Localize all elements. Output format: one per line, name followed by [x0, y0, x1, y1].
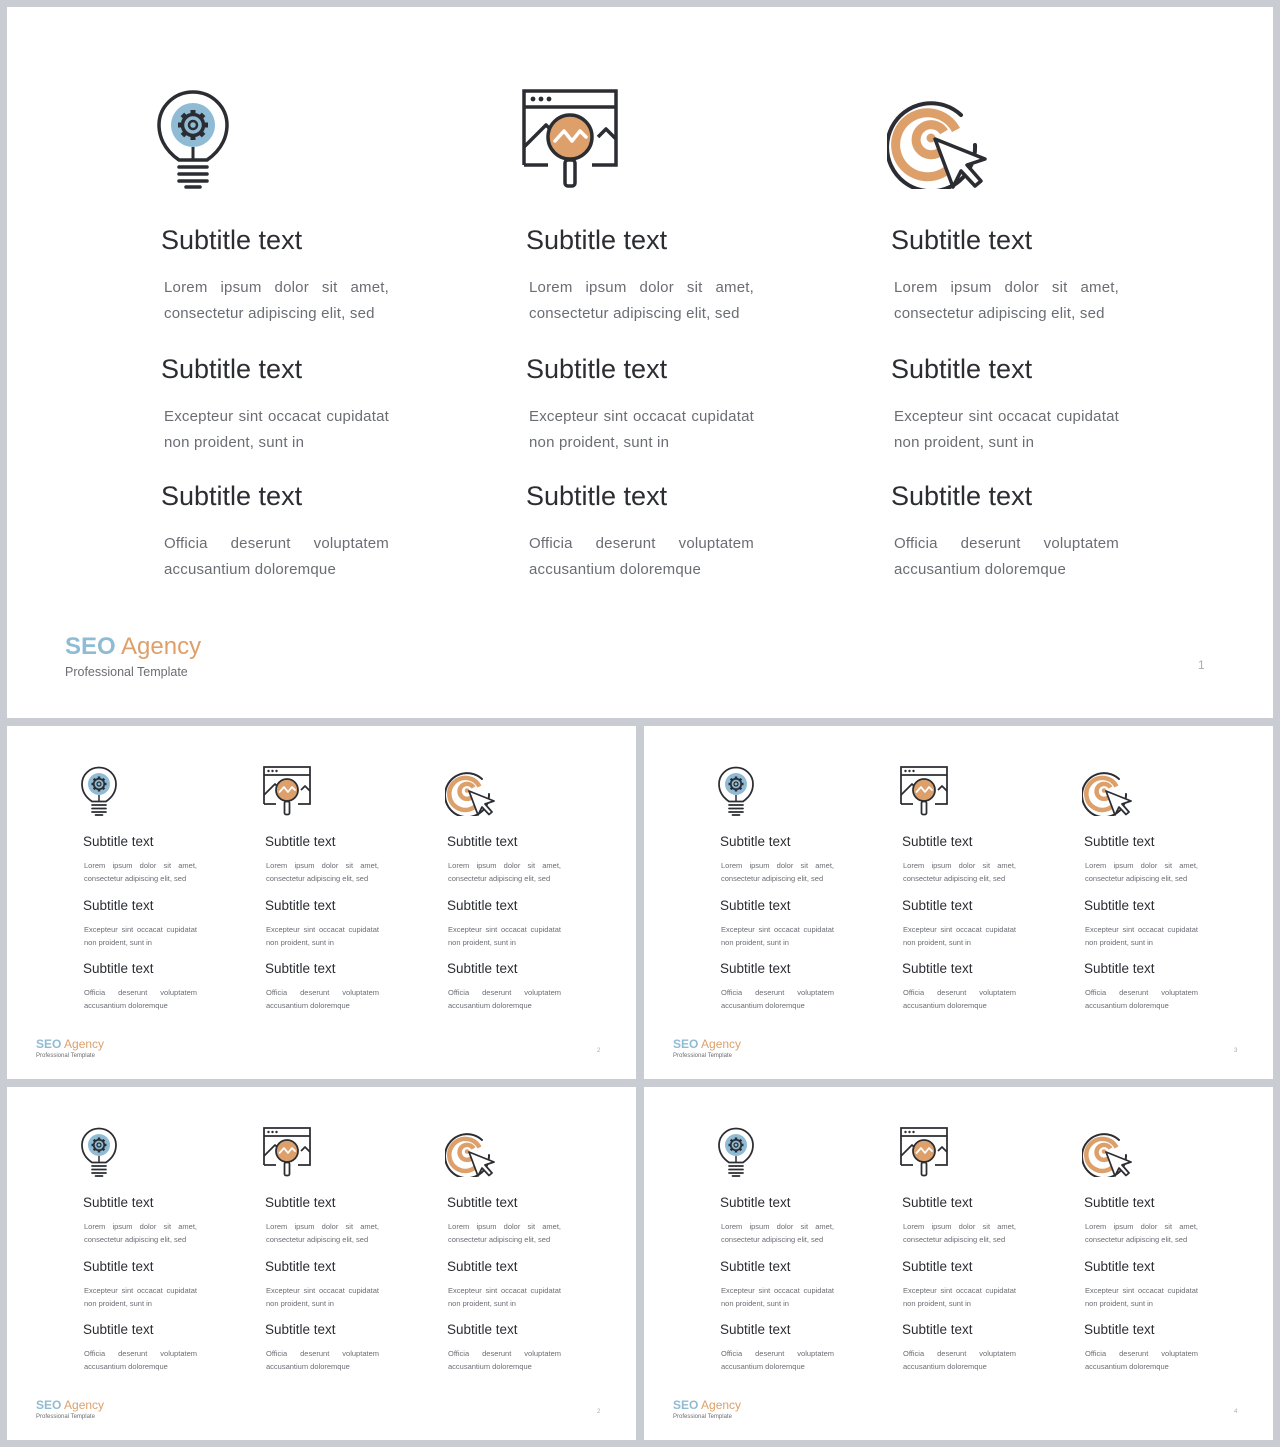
page-number: 1 [1198, 658, 1205, 672]
subtitle: Subtitle text [902, 834, 973, 849]
subtitle: Subtitle text [83, 834, 154, 849]
brand-tagline: Professional Template [65, 665, 188, 679]
subtitle: Subtitle text [1084, 898, 1155, 913]
description: Lorem ipsum dolor sit amet, consectetur adipiscing elit, sed [164, 279, 389, 322]
subtitle: Subtitle text [83, 1259, 154, 1274]
target-cursor-icon [1082, 1127, 1132, 1177]
description: Officia deserunt voluptatem accusantium doloremque [721, 1349, 834, 1371]
description: Officia deserunt voluptatem accusantium doloremque [903, 988, 1016, 1010]
description: Lorem ipsum dolor sit amet, consectetur adipiscing elit, sed [1085, 861, 1198, 883]
brand-seo: SEO [673, 1037, 699, 1051]
slide-main[interactable] [7, 7, 1273, 718]
description: Officia deserunt voluptatem accusantium doloremque [448, 988, 561, 1010]
description: Excepteur sint occacat cupidatat non proident, sunt in [84, 925, 197, 947]
subtitle: Subtitle text [447, 1322, 518, 1337]
description: Excepteur sint occacat cupidatat non proident, sunt in [266, 1286, 379, 1308]
brand-seo: SEO [65, 633, 116, 660]
brand-agency: Agency [61, 1037, 105, 1051]
subtitle: Subtitle text [83, 961, 154, 976]
subtitle: Subtitle text [83, 1322, 154, 1337]
page-number: 3 [1234, 1048, 1238, 1054]
description: Excepteur sint occacat cupidatat non proident, sunt in [721, 925, 834, 947]
subtitle: Subtitle text [526, 225, 668, 255]
description: Excepteur sint occacat cupidatat non proident, sunt in [721, 1286, 834, 1308]
description: Lorem ipsum dolor sit amet, consectetur adipiscing elit, sed [266, 1222, 379, 1244]
description: Excepteur sint occacat cupidatat non proident, sunt in [1085, 1286, 1198, 1308]
target-cursor-icon [445, 1127, 495, 1177]
subtitle: Subtitle text [265, 961, 336, 976]
subtitle: Subtitle text [1084, 1322, 1155, 1337]
description: Officia deserunt voluptatem accusantium doloremque [164, 535, 389, 578]
description: Officia deserunt voluptatem accusantium doloremque [721, 988, 834, 1010]
description: Excepteur sint occacat cupidatat non proident, sunt in [529, 408, 754, 451]
brand-logo [673, 1398, 741, 1412]
description: Officia deserunt voluptatem accusantium doloremque [84, 1349, 197, 1371]
description: Officia deserunt voluptatem accusantium doloremque [266, 988, 379, 1010]
brand-agency: Agency [698, 1398, 742, 1412]
brand-logo [65, 633, 201, 661]
brand-logo [36, 1398, 104, 1412]
subtitle: Subtitle text [161, 481, 303, 511]
brand-agency: Agency [698, 1037, 742, 1051]
subtitle: Subtitle text [902, 1259, 973, 1274]
subtitle: Subtitle text [902, 961, 973, 976]
description: Excepteur sint occacat cupidatat non proident, sunt in [164, 408, 389, 451]
lightbulb-gear-icon [718, 1127, 754, 1177]
slide-thumbnail[interactable] [644, 726, 1273, 1079]
subtitle: Subtitle text [447, 898, 518, 913]
brand-seo: SEO [36, 1398, 62, 1412]
subtitle: Subtitle text [720, 898, 791, 913]
description: Officia deserunt voluptatem accusantium doloremque [1085, 1349, 1198, 1371]
browser-magnifier-chart-icon [900, 1127, 948, 1177]
description: Excepteur sint occacat cupidatat non proident, sunt in [903, 1286, 1016, 1308]
browser-magnifier-chart-icon [263, 1127, 311, 1177]
description: Lorem ipsum dolor sit amet, consectetur adipiscing elit, sed [721, 861, 834, 883]
target-cursor-icon [887, 89, 987, 189]
brand-seo: SEO [673, 1398, 699, 1412]
slide-thumbnail[interactable] [644, 1087, 1273, 1440]
subtitle: Subtitle text [902, 1195, 973, 1210]
description: Excepteur sint occacat cupidatat non proident, sunt in [448, 1286, 561, 1308]
lightbulb-gear-icon [81, 1127, 117, 1177]
subtitle: Subtitle text [447, 1195, 518, 1210]
description: Lorem ipsum dolor sit amet, consectetur adipiscing elit, sed [721, 1222, 834, 1244]
subtitle: Subtitle text [891, 225, 1033, 255]
subtitle: Subtitle text [720, 961, 791, 976]
slide-thumbnail[interactable] [7, 1087, 636, 1440]
description: Lorem ipsum dolor sit amet, consectetur adipiscing elit, sed [894, 279, 1119, 322]
description: Lorem ipsum dolor sit amet, consectetur adipiscing elit, sed [529, 279, 754, 322]
brand-agency: Agency [115, 633, 202, 660]
subtitle: Subtitle text [1084, 1259, 1155, 1274]
subtitle: Subtitle text [161, 354, 303, 384]
description: Lorem ipsum dolor sit amet, consectetur adipiscing elit, sed [448, 1222, 561, 1244]
description: Excepteur sint occacat cupidatat non proident, sunt in [266, 925, 379, 947]
target-cursor-icon [445, 766, 495, 816]
subtitle: Subtitle text [720, 1259, 791, 1274]
lightbulb-gear-icon [81, 766, 117, 816]
brand-logo [36, 1037, 104, 1051]
subtitle: Subtitle text [447, 834, 518, 849]
description: Lorem ipsum dolor sit amet, consectetur adipiscing elit, sed [448, 861, 561, 883]
subtitle: Subtitle text [265, 1195, 336, 1210]
subtitle: Subtitle text [526, 354, 668, 384]
subtitle: Subtitle text [265, 898, 336, 913]
subtitle: Subtitle text [265, 834, 336, 849]
browser-magnifier-chart-icon [263, 766, 311, 816]
subtitle: Subtitle text [720, 834, 791, 849]
browser-magnifier-chart-icon [522, 89, 618, 189]
brand-tagline: Professional Template [36, 1414, 95, 1420]
brand-tagline: Professional Template [36, 1053, 95, 1059]
lightbulb-gear-icon [157, 89, 229, 189]
description: Excepteur sint occacat cupidatat non proident, sunt in [903, 925, 1016, 947]
description: Excepteur sint occacat cupidatat non proident, sunt in [894, 408, 1119, 451]
page-number: 2 [597, 1409, 601, 1415]
target-cursor-icon [1082, 766, 1132, 816]
description: Officia deserunt voluptatem accusantium doloremque [448, 1349, 561, 1371]
description: Lorem ipsum dolor sit amet, consectetur adipiscing elit, sed [903, 861, 1016, 883]
brand-seo: SEO [36, 1037, 62, 1051]
subtitle: Subtitle text [902, 898, 973, 913]
description: Officia deserunt voluptatem accusantium doloremque [84, 988, 197, 1010]
description: Lorem ipsum dolor sit amet, consectetur adipiscing elit, sed [903, 1222, 1016, 1244]
brand-tagline: Professional Template [673, 1053, 732, 1059]
brand-logo [673, 1037, 741, 1051]
brand-agency: Agency [61, 1398, 105, 1412]
subtitle: Subtitle text [265, 1322, 336, 1337]
brand-tagline: Professional Template [673, 1414, 732, 1420]
subtitle: Subtitle text [1084, 834, 1155, 849]
subtitle: Subtitle text [1084, 961, 1155, 976]
description: Lorem ipsum dolor sit amet, consectetur adipiscing elit, sed [84, 1222, 197, 1244]
description: Officia deserunt voluptatem accusantium doloremque [529, 535, 754, 578]
description: Lorem ipsum dolor sit amet, consectetur adipiscing elit, sed [84, 861, 197, 883]
subtitle: Subtitle text [1084, 1195, 1155, 1210]
description: Officia deserunt voluptatem accusantium doloremque [903, 1349, 1016, 1371]
description: Officia deserunt voluptatem accusantium doloremque [266, 1349, 379, 1371]
description: Excepteur sint occacat cupidatat non proident, sunt in [448, 925, 561, 947]
subtitle: Subtitle text [265, 1259, 336, 1274]
subtitle: Subtitle text [526, 481, 668, 511]
subtitle: Subtitle text [891, 354, 1033, 384]
description: Lorem ipsum dolor sit amet, consectetur adipiscing elit, sed [266, 861, 379, 883]
description: Officia deserunt voluptatem accusantium doloremque [894, 535, 1119, 578]
subtitle: Subtitle text [83, 1195, 154, 1210]
lightbulb-gear-icon [718, 766, 754, 816]
page-number: 2 [597, 1048, 601, 1054]
description: Lorem ipsum dolor sit amet, consectetur adipiscing elit, sed [1085, 1222, 1198, 1244]
subtitle: Subtitle text [720, 1195, 791, 1210]
slide-thumbnail[interactable] [7, 726, 636, 1079]
subtitle: Subtitle text [902, 1322, 973, 1337]
description: Officia deserunt voluptatem accusantium doloremque [1085, 988, 1198, 1010]
subtitle: Subtitle text [447, 1259, 518, 1274]
subtitle: Subtitle text [891, 481, 1033, 511]
subtitle: Subtitle text [720, 1322, 791, 1337]
description: Excepteur sint occacat cupidatat non proident, sunt in [1085, 925, 1198, 947]
page-number: 4 [1234, 1409, 1238, 1415]
description: Excepteur sint occacat cupidatat non proident, sunt in [84, 1286, 197, 1308]
subtitle: Subtitle text [161, 225, 303, 255]
browser-magnifier-chart-icon [900, 766, 948, 816]
subtitle: Subtitle text [83, 898, 154, 913]
subtitle: Subtitle text [447, 961, 518, 976]
